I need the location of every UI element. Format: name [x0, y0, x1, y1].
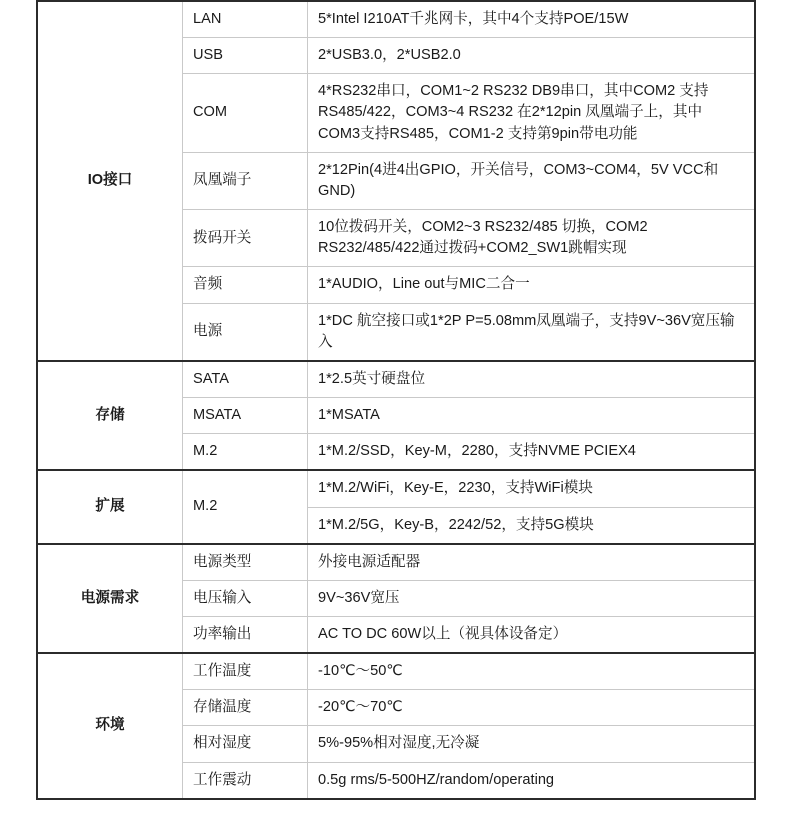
item-name-humidity: 相对湿度	[183, 726, 308, 762]
item-name-m2-expansion: M.2	[183, 470, 308, 543]
item-value-m2-5g: 1*M.2/5G，Key-B，2242/52，支持5G模块	[308, 507, 756, 544]
specification-table	[36, 0, 756, 800]
item-name-power: 电源	[183, 303, 308, 361]
category-cell-storage: 存储	[37, 361, 183, 470]
item-name-vibration: 工作震动	[183, 762, 308, 799]
item-value-vibration: 0.5g rms/5-500HZ/random/operating	[308, 762, 756, 799]
category-cell-environment: 环境	[37, 653, 183, 799]
table-row	[37, 653, 755, 690]
item-value-humidity: 5%-95%相对湿度,无冷凝	[308, 726, 756, 762]
item-name-com: COM	[183, 74, 308, 152]
table-row	[37, 470, 755, 507]
item-name-voltage-input: 电压输入	[183, 580, 308, 616]
item-name-sata: SATA	[183, 361, 308, 398]
table-row	[37, 1, 755, 38]
item-name-storage-temp: 存储温度	[183, 690, 308, 726]
item-value-msata: 1*MSATA	[308, 398, 756, 434]
category-cell-io: IO接口	[37, 1, 183, 361]
item-value-storage-temp: -20℃～70℃	[308, 690, 756, 726]
item-name-power-type: 电源类型	[183, 544, 308, 581]
item-value-voltage-input: 9V~36V宽压	[308, 580, 756, 616]
item-value-phoenix-terminal: 2*12Pin(4进4出GPIO，开关信号，COM3~COM4，5V VCC和GND)	[308, 152, 756, 209]
item-value-audio: 1*AUDIO，Line out与MIC二合一	[308, 267, 756, 303]
category-cell-expansion: 扩展	[37, 470, 183, 543]
item-name-msata: MSATA	[183, 398, 308, 434]
item-name-power-output: 功率输出	[183, 616, 308, 653]
item-value-operating-temp: -10℃～50℃	[308, 653, 756, 690]
item-value-com: 4*RS232串口，COM1~2 RS232 DB9串口，其中COM2 支持RS485/422，COM3~4 RS232 在2*12pin 凤凰端子上，其中COM3支持RS485，COM1-2 支持第9pin带电功能	[308, 74, 756, 152]
item-value-m2-ssd: 1*M.2/SSD，Key-M，2280，支持NVME PCIEX4	[308, 434, 756, 471]
table-row	[37, 544, 755, 581]
item-value-lan: 5*Intel I210AT千兆网卡，其中4个支持POE/15W	[308, 1, 756, 38]
item-name-dip-switch: 拨码开关	[183, 210, 308, 267]
item-name-usb: USB	[183, 38, 308, 74]
item-value-usb: 2*USB3.0，2*USB2.0	[308, 38, 756, 74]
item-name-operating-temp: 工作温度	[183, 653, 308, 690]
item-value-dip-switch: 10位拨码开关，COM2~3 RS232/485 切换，COM2 RS232/485/422通过拨码+COM2_SW1跳帽实现	[308, 210, 756, 267]
category-cell-power-req: 电源需求	[37, 544, 183, 653]
item-name-lan: LAN	[183, 1, 308, 38]
item-value-power-output: AC TO DC 60W以上（视具体设备定）	[308, 616, 756, 653]
item-value-m2-wifi: 1*M.2/WiFi，Key-E，2230，支持WiFi模块	[308, 470, 756, 507]
item-name-phoenix-terminal: 凤凰端子	[183, 152, 308, 209]
table-row	[37, 361, 755, 398]
item-value-sata: 1*2.5英寸硬盘位	[308, 361, 756, 398]
item-name-audio: 音频	[183, 267, 308, 303]
item-value-power: 1*DC 航空接口或1*2P P=5.08mm凤凰端子，支持9V~36V宽压输入	[308, 303, 756, 361]
item-value-power-type: 外接电源适配器	[308, 544, 756, 581]
item-name-m2-ssd: M.2	[183, 434, 308, 471]
table-body	[37, 1, 755, 799]
